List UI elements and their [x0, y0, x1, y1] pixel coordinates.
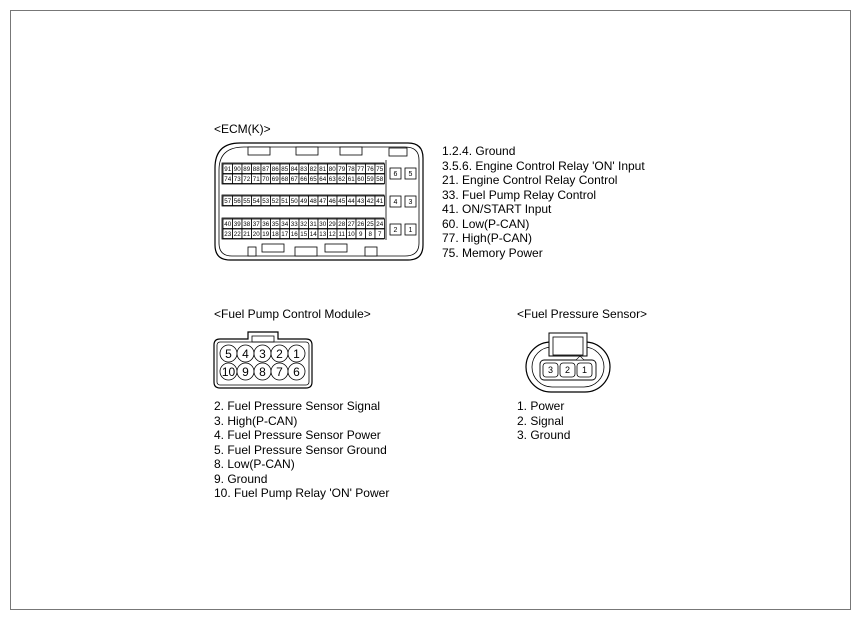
pin-number: 50: [290, 197, 298, 205]
pin-number: 29: [328, 220, 336, 228]
pin-number: 71: [252, 175, 260, 183]
pin-number: 54: [252, 197, 260, 205]
ecm-legend-item: 75. Memory Power: [442, 245, 543, 260]
pin-number: 45: [338, 197, 346, 205]
pin-number: 76: [366, 165, 374, 173]
sensor-legend-item: 1. Power: [517, 399, 565, 413]
pin-number: 13: [319, 230, 327, 238]
pin-number: 64: [319, 175, 327, 183]
pin-number: 81: [319, 165, 327, 173]
pin-number: 75: [376, 165, 384, 173]
ecm-legend-item: 3.5.6. Engine Control Relay 'ON' Input: [442, 158, 645, 173]
pin-number: 56: [233, 197, 241, 205]
pin-number: 79: [338, 165, 346, 173]
fpcm-legend-item: 8. Low(P-CAN): [214, 457, 295, 471]
ecm-title: <ECM(K)>: [214, 122, 271, 136]
fpcm-legend-item: 5. Fuel Pressure Sensor Ground: [214, 442, 387, 457]
pin-number: 26: [357, 220, 365, 228]
fpcm-legend-item: 9. Ground: [214, 471, 268, 486]
sensor-pin-1: [577, 363, 592, 377]
fpcm-legend-item: 3. High(P-CAN): [214, 413, 298, 428]
pin-number: 53: [262, 197, 270, 205]
pin-number: 9: [359, 230, 363, 238]
pin-number: 28: [338, 220, 346, 228]
pin-number: 1: [293, 346, 300, 361]
pin-number: 35: [271, 220, 279, 228]
pin-number: 4: [242, 346, 249, 361]
pin-number: 41: [376, 197, 384, 205]
pin-number: 49: [300, 197, 308, 205]
ecm-legend-item: 1.2.4. Ground: [442, 144, 516, 158]
pin-number: 21: [243, 230, 251, 238]
pin-number: 84: [290, 165, 298, 173]
pin-number: 91: [224, 165, 232, 173]
pin-number: 42: [366, 197, 374, 205]
pin-number: 8: [368, 230, 372, 238]
pin-number: 20: [252, 230, 260, 238]
fpcm-legend-item: 2. Fuel Pressure Sensor Signal: [214, 399, 381, 413]
pin-number: 2: [564, 365, 571, 376]
ecm-legend-item: 60. Low(P-CAN): [442, 216, 530, 231]
pin-number: 43: [357, 197, 365, 205]
ecm-legend-item: 21. Engine Control Relay Control: [442, 173, 618, 187]
pin-number: 31: [309, 220, 317, 228]
pin-number: 82: [309, 165, 317, 173]
sensor-pin-3: [543, 363, 558, 377]
pin-number: 65: [309, 175, 317, 183]
fpcm-legend-item: 4. Fuel Pressure Sensor Power: [214, 428, 381, 442]
pin-number: 87: [262, 165, 270, 173]
sensor-title: <Fuel Pressure Sensor>: [517, 307, 648, 321]
pin-number: 57: [224, 197, 232, 205]
pin-number: 1: [408, 227, 413, 235]
pin-number: 7: [378, 230, 382, 238]
pin-number: 9: [242, 364, 249, 379]
pin-number: 72: [243, 175, 251, 183]
fpcm-title: <Fuel Pump Control Module>: [214, 307, 371, 321]
pin-number: 39: [233, 220, 241, 228]
sensor-pin-2: [560, 363, 575, 377]
pin-number: 80: [328, 165, 336, 173]
pin-number: 16: [290, 230, 298, 238]
pin-number: 12: [328, 230, 336, 238]
pin-number: 59: [366, 175, 374, 183]
pin-number: 77: [357, 165, 365, 173]
pin-number: 25: [366, 220, 374, 228]
pin-number: 63: [328, 175, 336, 183]
ecm-legend-item: 77. High(P-CAN): [442, 231, 533, 245]
pin-number: 52: [271, 197, 279, 205]
pin-number: 83: [300, 165, 308, 173]
ecm-legend-item: 33. Fuel Pump Relay Control: [442, 187, 597, 202]
pin-number: 3: [259, 346, 266, 361]
pin-number: 32: [300, 220, 308, 228]
pin-number: 44: [347, 197, 355, 205]
pin-number: 5: [408, 171, 413, 179]
pin-number: 66: [300, 175, 308, 183]
pin-number: 7: [276, 364, 283, 379]
pin-number: 90: [233, 165, 241, 173]
pin-number: 60: [357, 175, 365, 183]
pin-number: 3: [547, 365, 554, 376]
pin-number: 48: [309, 197, 317, 205]
pin-number: 19: [262, 230, 270, 238]
pin-number: 18: [271, 230, 279, 238]
pin-number: 70: [262, 175, 270, 183]
pin-number: 61: [347, 175, 355, 183]
pin-number: 10: [347, 230, 355, 238]
pin-number: 86: [271, 165, 279, 173]
pin-number: 51: [281, 197, 289, 205]
pin-number: 17: [281, 230, 289, 238]
pin-number: 74: [224, 175, 232, 183]
pin-number: 40: [224, 220, 232, 228]
pin-number: 24: [376, 220, 384, 228]
pin-number: 30: [319, 220, 327, 228]
pin-number: 5: [225, 346, 232, 361]
pin-number: 34: [281, 220, 289, 228]
pin-number: 47: [319, 197, 327, 205]
sensor-legend-item: 3. Ground: [517, 428, 571, 442]
pin-number: 2: [276, 346, 283, 361]
pin-number: 15: [300, 230, 308, 238]
pin-number: 89: [243, 165, 251, 173]
pin-number: 14: [309, 230, 317, 238]
pin-number: 62: [338, 175, 346, 183]
pin-number: 27: [347, 220, 355, 228]
pin-number: 46: [328, 197, 336, 205]
pin-number: 55: [243, 197, 251, 205]
pin-number: 36: [262, 220, 270, 228]
pin-number: 85: [281, 165, 289, 173]
pin-number: 88: [252, 165, 260, 173]
pin-number: 37: [252, 220, 260, 228]
pin-number: 68: [281, 175, 289, 183]
pin-number: 58: [376, 175, 384, 183]
ecm-legend-item: 41. ON/START Input: [442, 202, 552, 216]
pin-number: 10: [221, 364, 236, 379]
pin-number: 73: [233, 175, 241, 183]
pin-number: 1: [581, 365, 588, 376]
pin-number: 6: [293, 364, 300, 379]
sensor-legend-item: 2. Signal: [517, 413, 564, 428]
pin-number: 11: [338, 230, 345, 238]
pin-number: 4: [393, 199, 398, 207]
pin-number: 78: [347, 165, 355, 173]
pin-number: 6: [393, 171, 398, 179]
pin-number: 2: [393, 227, 398, 235]
pin-number: 22: [233, 230, 241, 238]
pin-number: 33: [290, 220, 298, 228]
pin-number: 69: [271, 175, 279, 183]
sensor-legend: [517, 399, 570, 443]
pin-number: 3: [408, 199, 413, 207]
pin-number: 67: [290, 175, 298, 183]
fpcm-legend-item: 10. Fuel Pump Relay 'ON' Power: [214, 486, 390, 500]
pin-number: 38: [243, 220, 251, 228]
pin-number: 23: [224, 230, 232, 238]
pin-number: 8: [259, 364, 266, 379]
